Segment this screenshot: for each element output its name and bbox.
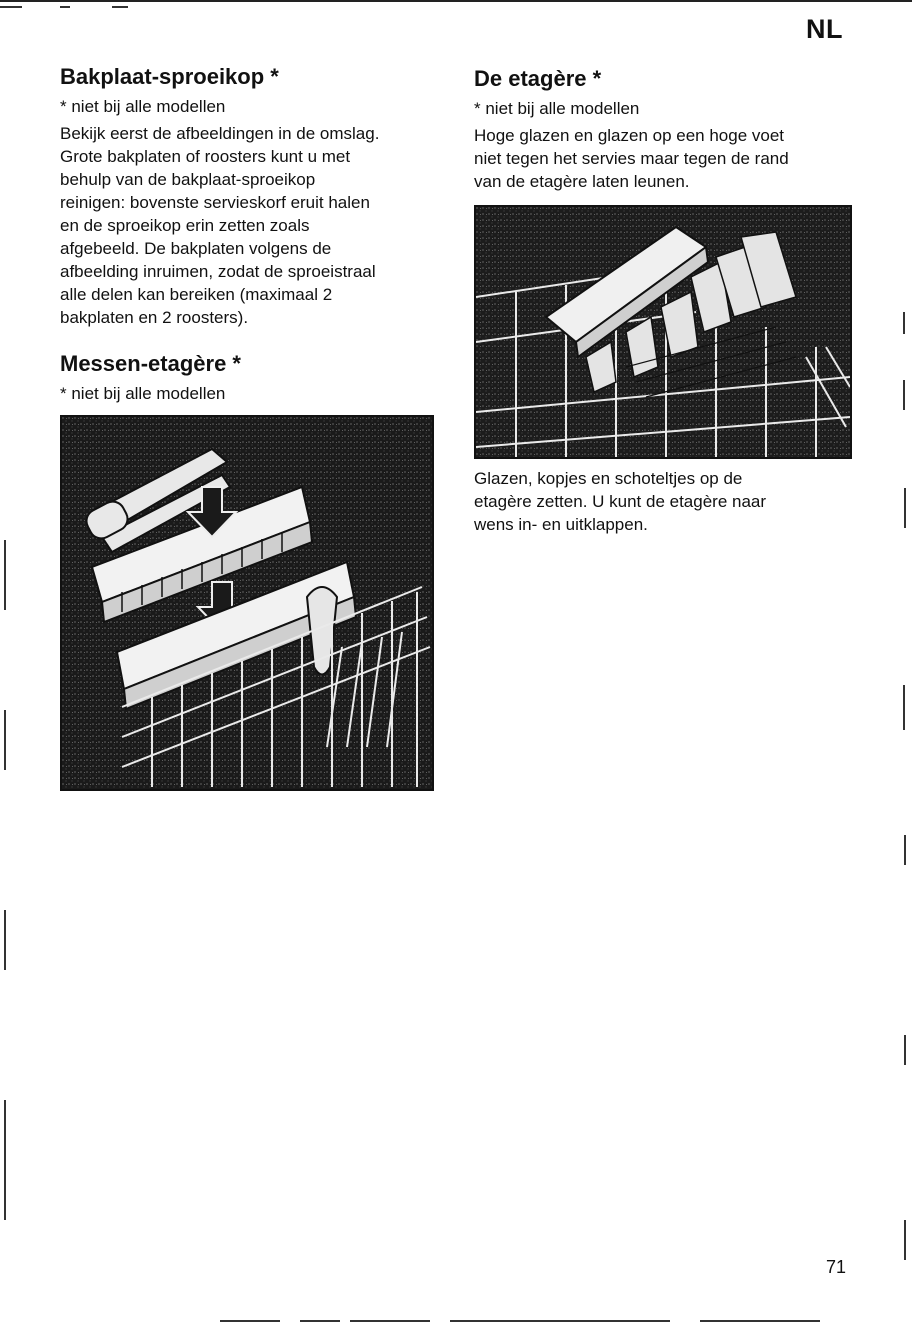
page-number: 71 (826, 1257, 847, 1277)
etagere-body (474, 124, 854, 193)
etagere-caption (474, 467, 854, 536)
body-line: afbeelding inruimen, zodat de sproeistraal (60, 262, 376, 281)
body-line: Hoge glazen en glazen op een hoge voet (474, 126, 785, 145)
body-line: Grote bakplaten of roosters kunt u met (60, 147, 351, 166)
caption-line: Glazen, kopjes en schoteltjes op de (474, 469, 743, 488)
top-tick (0, 6, 22, 8)
body-line: van de etagère laten leunen. (474, 172, 690, 191)
top-tick (112, 6, 128, 8)
body-line: afgebeeld. De bakplaten volgens de (60, 239, 332, 258)
knife-rack-illustration (60, 415, 434, 791)
language-code: NL (806, 14, 843, 44)
bakplaat-body (60, 122, 440, 329)
model-note-messen: * niet bij alle modellen (60, 384, 226, 403)
section-title-bakplaat: Bakplaat-sproeikop * (60, 64, 279, 89)
body-line: reinigen: bovenste servieskorf eruit halen (60, 193, 370, 212)
caption-line: wens in- en uitklappen. (474, 515, 648, 534)
model-note-bakplaat: * niet bij alle modellen (60, 97, 226, 116)
body-line: behulp van de bakplaat-sproeikop (60, 170, 316, 189)
top-tick (60, 6, 70, 8)
body-line: Bekijk eerst de afbeeldingen in de omslag. (60, 124, 380, 143)
cup-shelf-illustration (474, 205, 852, 459)
body-line: niet tegen het servies maar tegen de rand (474, 149, 789, 168)
body-line: en de sproeikop erin zetten zoals (60, 216, 310, 235)
section-title-etagere: De etagère * (474, 66, 602, 91)
top-rule (0, 0, 912, 2)
section-title-messen: Messen-etagère * (60, 351, 241, 376)
body-line: bakplaten en 2 roosters). (60, 308, 249, 327)
model-note-etagere: * niet bij alle modellen (474, 99, 640, 118)
left-column (60, 62, 440, 791)
right-column (474, 64, 854, 536)
body-line: alle delen kan bereiken (maximaal 2 (60, 285, 333, 304)
caption-line: etagère zetten. U kunt de etagère naar (474, 492, 767, 511)
